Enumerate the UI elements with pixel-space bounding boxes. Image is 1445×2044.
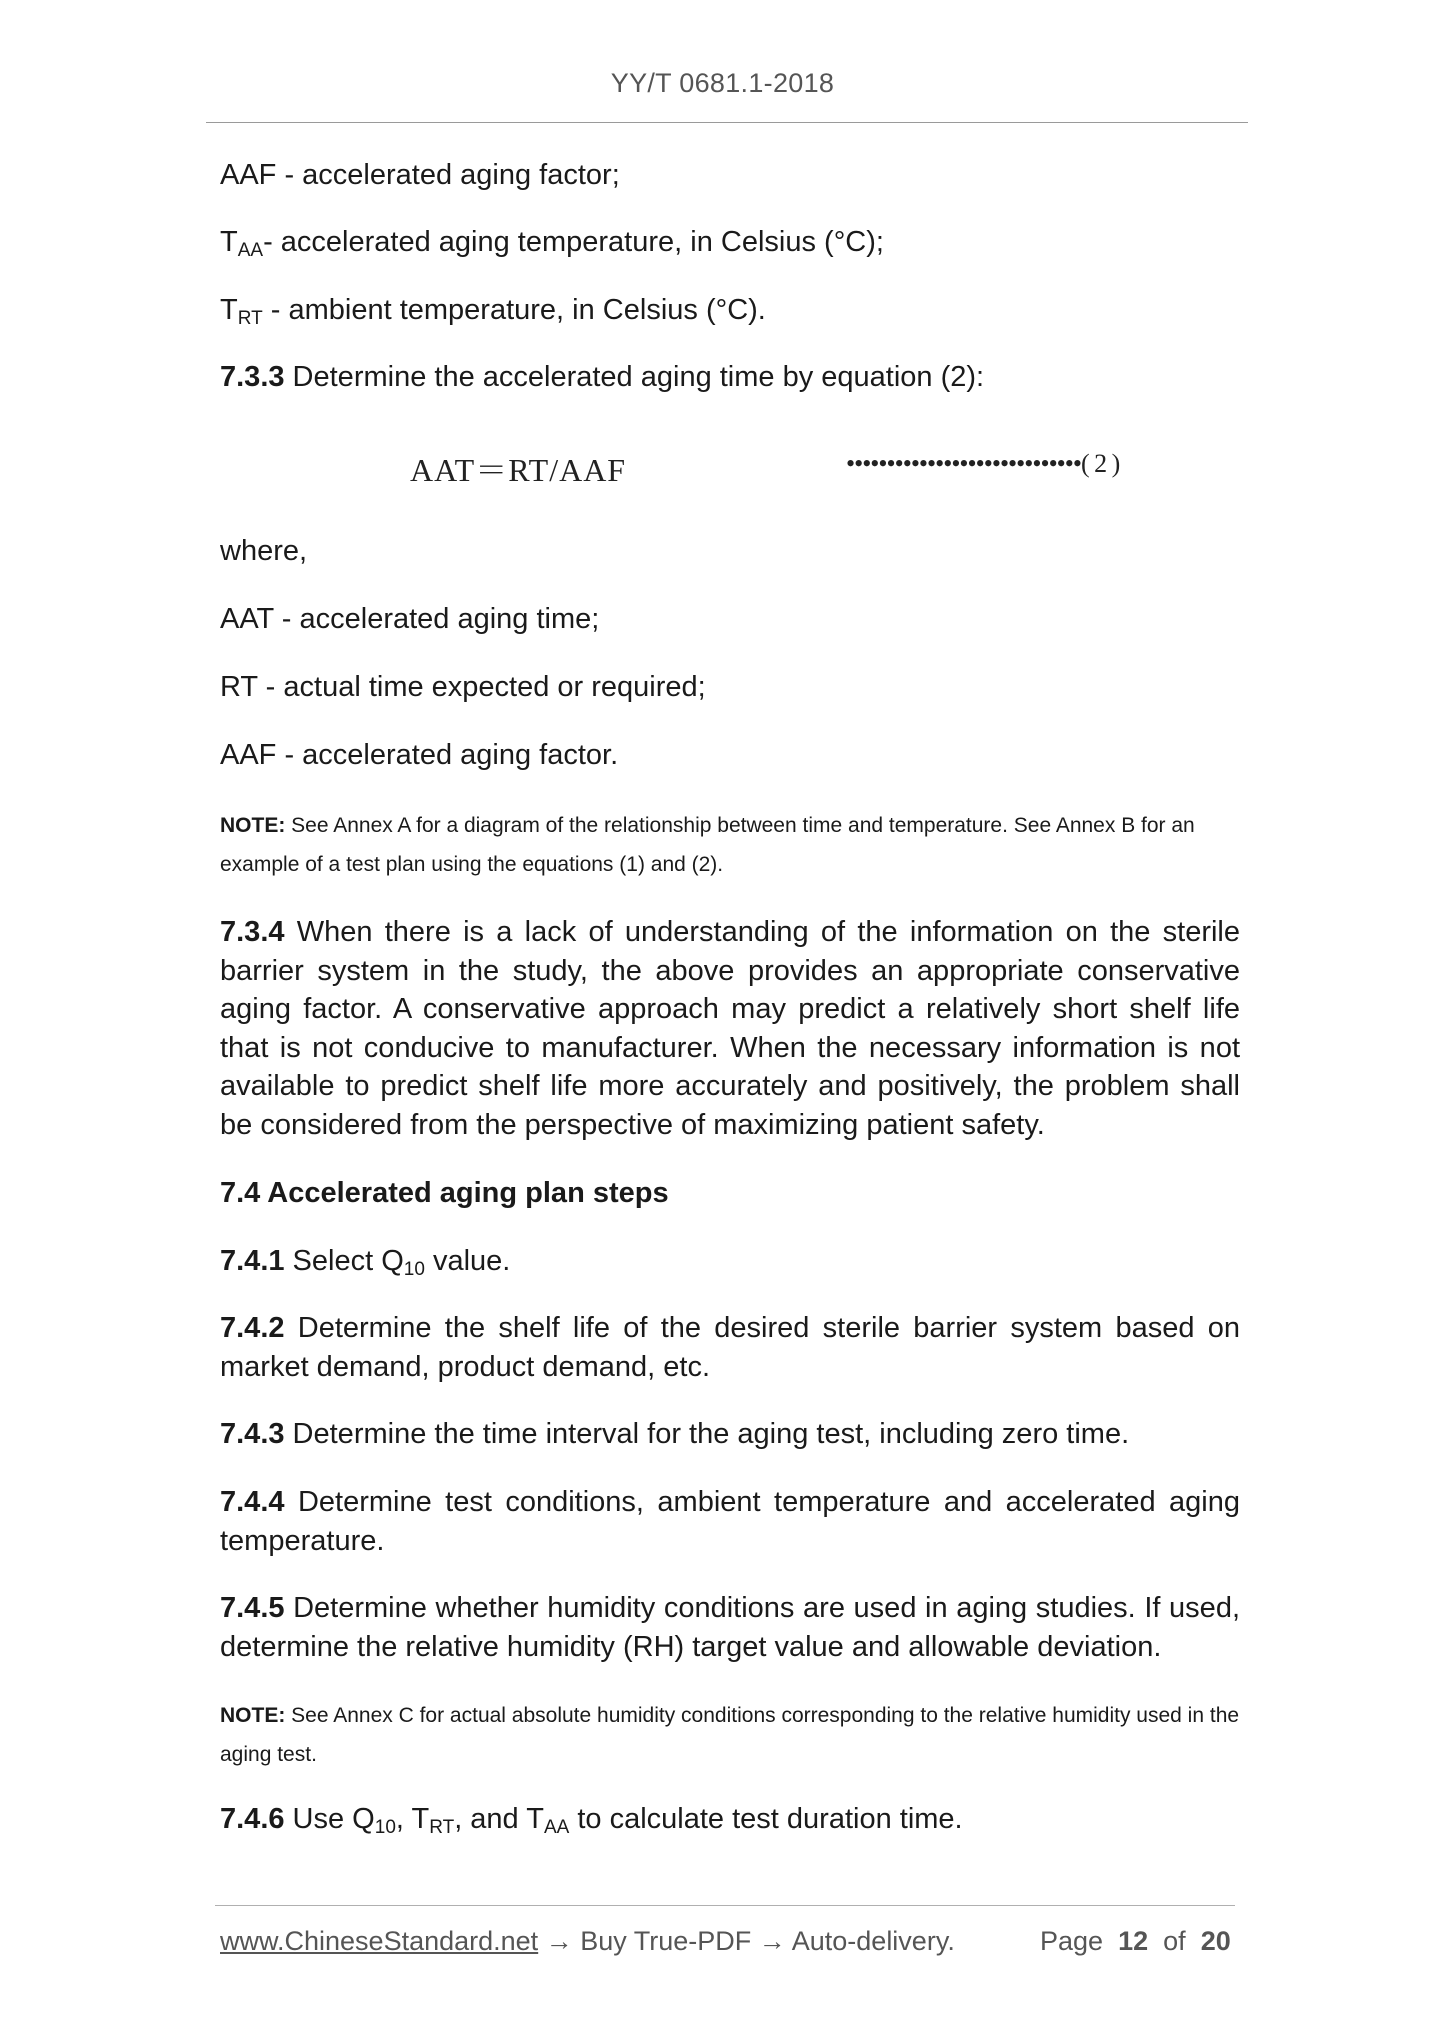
definition-aat: AAT - accelerated aging time; [220, 603, 600, 635]
clause-number: 7.4.4 [220, 1486, 285, 1518]
clause-text: to calculate test duration time. [569, 1803, 963, 1835]
definition-text: - accelerated aging temperature, in Celsius (°C); [263, 226, 884, 258]
footer-promo [220, 1926, 955, 1957]
symbol-t: T [220, 294, 238, 326]
clause-text: Determine the shelf life of the desired sterile barrier system based on market demand, product demand, etc. [220, 1312, 1240, 1383]
subscript-aa: AA [237, 240, 264, 261]
clause-7-4-1 [220, 1242, 510, 1280]
definition-trt [220, 291, 766, 329]
equation-number: ( 2 ) [1080, 449, 1120, 478]
clause-7-4-6 [220, 1800, 963, 1838]
symbol-t: T [220, 226, 238, 258]
promo-text: → Buy True-PDF → Auto-delivery. [538, 1926, 955, 1956]
subscript-10: 10 [403, 1259, 425, 1280]
page-indicator [1040, 1926, 1231, 1957]
of-label: of [1163, 1926, 1186, 1956]
subscript-10: 10 [374, 1817, 396, 1838]
clause-text: Determine the time interval for the aging test, including zero time. [284, 1418, 1130, 1450]
clause-number: 7.4.6 [220, 1803, 285, 1835]
definition-taa [220, 223, 884, 261]
page-total: 20 [1200, 1926, 1231, 1956]
footer-divider [215, 1905, 1235, 1906]
note-annex-a-b [220, 806, 1240, 884]
clause-text: Determine test conditions, ambient temperature and accelerated aging temperature. [220, 1486, 1240, 1557]
clause-7-3-4 [220, 913, 1240, 1144]
equation-leader [846, 449, 1119, 479]
definition-aaf-2: AAF - accelerated aging factor. [220, 739, 619, 771]
clause-text: Use Q [284, 1803, 375, 1835]
page-label: Page [1040, 1926, 1104, 1956]
clause-number: 7.4.1 [220, 1245, 285, 1277]
document-code-header: YY/T 0681.1-2018 [610, 68, 835, 98]
note-text: See Annex C for actual absolute humidity conditions corresponding to the relative humidity used in the aging test. [220, 1704, 1240, 1766]
equation-formula: AAT＝RT/AAF [410, 452, 627, 488]
leader-dots: ••••••••••••••••••••••••••••• [846, 449, 1081, 478]
definition-aaf: AAF - accelerated aging factor; [220, 159, 620, 191]
clause-7-3-3 [220, 358, 984, 396]
definition-text: - ambient temperature, in Celsius (°C). [262, 294, 766, 326]
note-annex-c [220, 1696, 1240, 1774]
clause-text: , T [395, 1803, 430, 1835]
clause-text: value. [424, 1245, 511, 1277]
clause-7-4-3 [220, 1415, 1129, 1453]
clause-number: 7.3.4 [220, 916, 285, 948]
clause-7-4-2 [220, 1309, 1240, 1386]
where-label: where, [220, 535, 308, 567]
note-text: See Annex A for a diagram of the relationship between time and temperature. See Annex B for an example of a test plan using the equations (1) and (2). [220, 814, 1195, 876]
clause-text: Determine whether humidity conditions are used in aging studies. If used, determine the relative humidity (RH) target value and allowable deviation. [220, 1592, 1240, 1663]
clause-text: When there is a lack of understanding of the information on the sterile barrier system in the study, the above provides an appropriate conservative aging factor. A conservative approach may predict a relatively short shelf life that is not conducive to manufacturer. When the necessary information is not available to predict shelf life more accurately and positively, the problem shall be considered from the perspective of maximizing patient safety. [220, 916, 1240, 1141]
page-number: 12 [1118, 1926, 1149, 1956]
clause-number: 7.3.3 [220, 361, 285, 393]
clause-text: Select Q [284, 1245, 404, 1277]
clause-7-4-4 [220, 1483, 1240, 1560]
clause-number: 7.4.5 [220, 1592, 285, 1624]
note-label: NOTE: [220, 814, 286, 837]
website-link[interactable]: www.ChineseStandard.net [220, 1926, 539, 1956]
clause-text: , and T [454, 1803, 544, 1835]
clause-number: 7.4.2 [220, 1312, 285, 1344]
section-heading-7-4: 7.4 Accelerated aging plan steps [220, 1177, 669, 1209]
subscript-rt: RT [429, 1817, 455, 1838]
subscript-aa: AA [543, 1817, 570, 1838]
clause-number: 7.4.3 [220, 1418, 285, 1450]
header-divider [206, 122, 1248, 123]
subscript-rt: RT [237, 308, 263, 329]
note-label: NOTE: [220, 1704, 286, 1727]
clause-text: Determine the accelerated aging time by equation (2): [284, 361, 985, 393]
clause-7-4-5 [220, 1589, 1240, 1666]
definition-rt: RT - actual time expected or required; [220, 671, 706, 703]
